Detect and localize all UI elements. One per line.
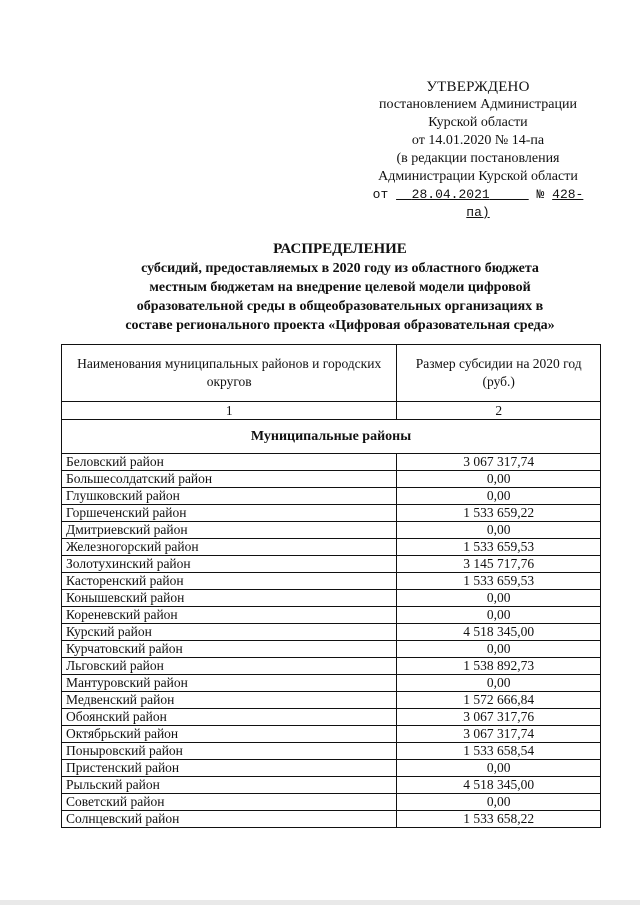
- table-row: [62, 539, 601, 556]
- subsidy-table: [61, 344, 601, 828]
- amendment-date: 28.04.2021: [411, 187, 490, 202]
- district-name: Мантуровский район: [62, 675, 397, 692]
- subsidy-amount: 0,00: [397, 607, 601, 624]
- table-row: [62, 641, 601, 658]
- subsidy-amount: 1 538 892,73: [397, 658, 601, 675]
- subsidy-amount: 0,00: [397, 488, 601, 505]
- approval-line-5: Администрации Курской области: [378, 169, 578, 184]
- approval-heading: УТВЕРЖДЕНО: [426, 79, 530, 95]
- district-name: Кореневский район: [62, 607, 397, 624]
- district-name: Пристенский район: [62, 760, 397, 777]
- title-line-3: образовательной среды в общеобразовательных организациях в: [136, 299, 544, 314]
- table-row: [62, 454, 601, 471]
- subsidy-amount: 1 533 659,53: [397, 539, 601, 556]
- table-row: [62, 743, 601, 760]
- title-line-2: местным бюджетам на внедрение целевой модели цифровой: [149, 280, 531, 295]
- amendment-number-label: №: [536, 187, 545, 202]
- document-title: [100, 240, 580, 335]
- subsidy-amount: 0,00: [397, 794, 601, 811]
- district-name: Конышевский район: [62, 590, 397, 607]
- table-row: [62, 624, 601, 641]
- table-row: [62, 573, 601, 590]
- district-name: Касторенский район: [62, 573, 397, 590]
- table-row: [62, 488, 601, 505]
- subsidy-amount: 4 518 345,00: [397, 777, 601, 794]
- subsidy-amount: 0,00: [397, 522, 601, 539]
- district-name: Большесолдатский район: [62, 471, 397, 488]
- district-name: Солнцевский район: [62, 811, 397, 828]
- title-main: РАСПРЕДЕЛЕНИЕ: [273, 241, 407, 257]
- district-name: Дмитриевский район: [62, 522, 397, 539]
- table-row: [62, 607, 601, 624]
- subsidy-amount: 1 533 659,22: [397, 505, 601, 522]
- subsidy-amount: 4 518 345,00: [397, 624, 601, 641]
- subsidy-amount: 1 533 658,54: [397, 743, 601, 760]
- district-name: Золотухинский район: [62, 556, 397, 573]
- amendment-number: 428-па): [466, 187, 584, 220]
- column-index-1: 1: [62, 402, 397, 420]
- page-bottom-edge: [0, 900, 640, 905]
- table-header-row: [62, 345, 601, 402]
- table-row: [62, 777, 601, 794]
- approval-line-3: от 14.01.2020 № 14-па: [411, 133, 545, 148]
- subsidy-amount: 0,00: [397, 675, 601, 692]
- subsidy-amount: 0,00: [397, 641, 601, 658]
- table-row: [62, 556, 601, 573]
- subsidy-amount: 3 145 717,76: [397, 556, 601, 573]
- district-name: Курский район: [62, 624, 397, 641]
- subsidy-amount: 3 067 317,76: [397, 709, 601, 726]
- subsidy-amount: 1 533 659,53: [397, 573, 601, 590]
- title-line-1: субсидий, предоставляемых в 2020 году из областного бюджета: [141, 261, 539, 276]
- column-index-row: [62, 402, 601, 420]
- table-row: [62, 505, 601, 522]
- table-row: [62, 590, 601, 607]
- district-name: Горшеченский район: [62, 505, 397, 522]
- district-name: Поныровский район: [62, 743, 397, 760]
- table-row: [62, 726, 601, 743]
- table-row: [62, 471, 601, 488]
- table-row: [62, 675, 601, 692]
- subsidy-amount: 0,00: [397, 590, 601, 607]
- district-name: Октябрьский район: [62, 726, 397, 743]
- approval-block: [362, 78, 594, 222]
- title-line-4: составе регионального проекта «Цифровая образовательная среда»: [125, 318, 555, 333]
- approval-line-2: Курской области: [428, 115, 528, 130]
- subsidy-amount: 1 533 658,22: [397, 811, 601, 828]
- section-row: [62, 420, 601, 454]
- district-name: Льговский район: [62, 658, 397, 675]
- district-name: Советский район: [62, 794, 397, 811]
- table-row: [62, 522, 601, 539]
- district-name: Курчатовский район: [62, 641, 397, 658]
- district-name: Обоянский район: [62, 709, 397, 726]
- section-title: Муниципальные районы: [62, 420, 601, 454]
- col-header-amount: Размер субсидии на 2020 год (руб.): [397, 345, 601, 402]
- district-name: Глушковский район: [62, 488, 397, 505]
- district-name: Железногорский район: [62, 539, 397, 556]
- district-name: Беловский район: [62, 454, 397, 471]
- table-row: [62, 658, 601, 675]
- approval-line-4: (в редакции постановления: [396, 151, 560, 166]
- amendment-line: [362, 186, 594, 222]
- subsidy-amount: 0,00: [397, 760, 601, 777]
- approval-line-1: постановлением Администрации: [379, 97, 577, 112]
- district-name: Медвенский район: [62, 692, 397, 709]
- column-index-2: 2: [397, 402, 601, 420]
- subsidy-amount: 0,00: [397, 471, 601, 488]
- table-row: [62, 709, 601, 726]
- subsidy-amount: 1 572 666,84: [397, 692, 601, 709]
- amendment-from-label: от: [372, 187, 389, 202]
- subsidy-amount: 3 067 317,74: [397, 454, 601, 471]
- table-row: [62, 811, 601, 828]
- subsidy-amount: 3 067 317,74: [397, 726, 601, 743]
- district-name: Рыльский район: [62, 777, 397, 794]
- table-row: [62, 692, 601, 709]
- col-header-name: Наименования муниципальных районов и городских округов: [62, 345, 397, 402]
- table-row: [62, 794, 601, 811]
- table-row: [62, 760, 601, 777]
